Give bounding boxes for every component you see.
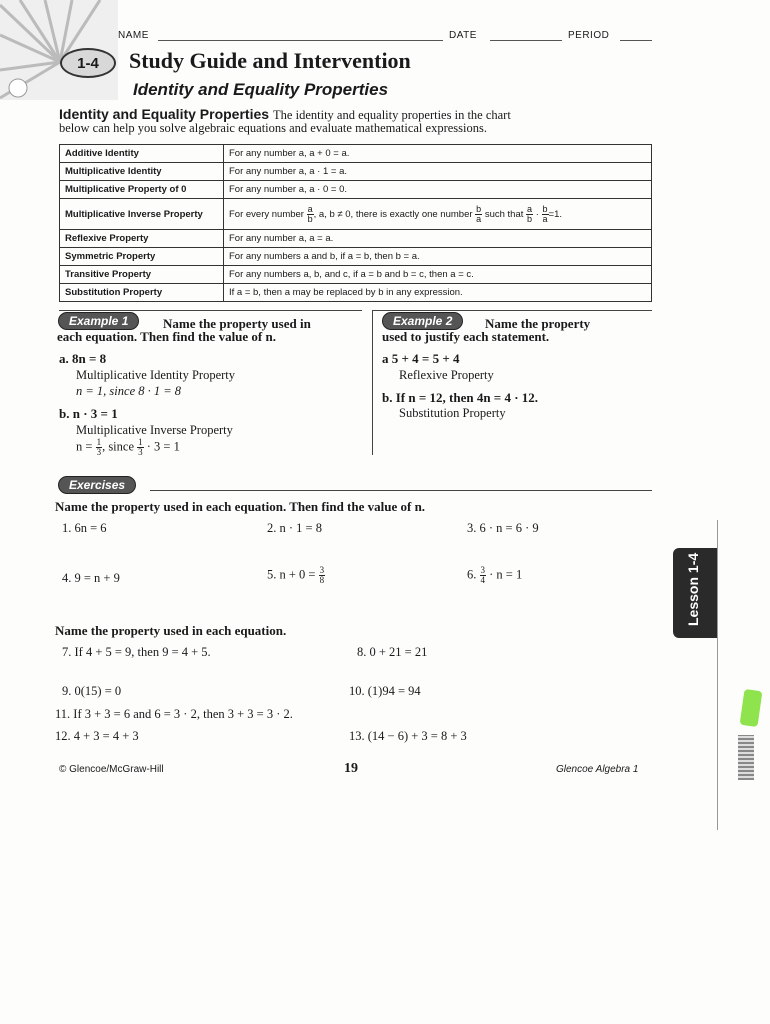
- lesson-badge: 1-4: [60, 48, 116, 78]
- divider: [59, 310, 362, 311]
- fraction: $\frac{3}{4}$: [480, 565, 485, 585]
- exercises-label: Exercises: [58, 476, 136, 494]
- exercise-8: 8. 0 + 21 = 21: [357, 645, 428, 659]
- intro-heading: Identity and Equality Properties: [59, 106, 270, 122]
- property-definition: If a = b, then a may be replaced by b in any expression.: [224, 284, 652, 302]
- example-1b-equation: b. n · 3 = 1: [59, 406, 118, 421]
- example-2-label: Example 2: [382, 312, 463, 330]
- fraction: $\frac{1}{3}$: [138, 437, 143, 457]
- property-name: Multiplicative Identity: [60, 163, 224, 181]
- table-row: [60, 145, 652, 163]
- table-row: [60, 230, 652, 248]
- fraction: $\frac{1}{3}$: [96, 437, 102, 457]
- example-2-prompt: Name the property: [485, 316, 591, 331]
- example-1b-property: Multiplicative Inverse Property: [76, 423, 233, 437]
- property-definition: For any number a, a · 1 = a.: [224, 163, 652, 181]
- example-1-prompt: Name the property used in: [163, 316, 311, 331]
- date-label: DATE: [449, 30, 477, 41]
- property-name: Additive Identity: [60, 145, 224, 163]
- divider: [150, 490, 652, 491]
- lesson-side-tab: Lesson 1-4: [673, 548, 717, 638]
- properties-table: [59, 144, 652, 302]
- example-1b-solution: n = $\frac{1}{3}$ , since $\frac{1}{3}$ · 3 = 1: [76, 437, 180, 457]
- footer-book-title: Glencoe Algebra 1: [556, 764, 639, 775]
- property-name: Multiplicative Inverse Property: [60, 199, 224, 230]
- table-row: [60, 284, 652, 302]
- example-2a-property: Reflexive Property: [399, 368, 494, 382]
- property-name: Substitution Property: [60, 284, 224, 302]
- exercise-5: 5. n + 0 = $\frac{3}{8}$: [267, 565, 325, 585]
- property-definition: For any numbers a, b, and c, if a = b and b = c, then a = c.: [224, 266, 652, 284]
- property-name: Reflexive Property: [60, 230, 224, 248]
- exercises-instructions-2: Name the property used in each equation.: [55, 623, 287, 638]
- intro-text-2: below can help you solve algebraic equations and evaluate mathematical expressions.: [59, 121, 487, 135]
- exercise-11: 11. If 3 + 3 = 6 and 6 = 3 · 2, then 3 + 3 = 3 · 2.: [55, 707, 293, 721]
- exercise-2: 2. n · 1 = 8: [267, 521, 322, 535]
- page-title: Study Guide and Intervention: [129, 48, 411, 73]
- fraction: $\frac{a}{b}$: [527, 203, 533, 224]
- fraction: $\frac{b}{a}$: [476, 203, 482, 224]
- exercise-9: 9. 0(15) = 0: [62, 684, 122, 698]
- property-definition: For any number a, a · 0 = 0.: [224, 181, 652, 199]
- example-2b-property: Substitution Property: [399, 406, 506, 420]
- fraction: $\frac{a}{b}$: [307, 203, 313, 224]
- example-1a-solution: n = 1, since 8 · 1 = 8: [76, 384, 182, 398]
- divider: [717, 520, 718, 830]
- divider: [372, 310, 373, 455]
- divider: [372, 310, 652, 311]
- exercise-13: 13. (14 − 6) + 3 = 8 + 3: [349, 729, 467, 743]
- fraction: $\frac{b}{a}$: [542, 203, 548, 224]
- period-field[interactable]: [620, 40, 652, 41]
- page-subtitle: Identity and Equality Properties: [133, 80, 389, 99]
- table-row: [60, 266, 652, 284]
- property-name: Symmetric Property: [60, 248, 224, 266]
- name-field[interactable]: [158, 40, 443, 41]
- property-definition: For any numbers a and b, if a = b, then b = a.: [224, 248, 652, 266]
- exercise-12: 12. 4 + 3 = 4 + 3: [55, 729, 139, 743]
- table-row: [60, 163, 652, 181]
- example-1a-property: Multiplicative Identity Property: [76, 368, 235, 382]
- binding-mark: [738, 735, 754, 780]
- example-2b-equation: b. If n = 12, then 4n = 4 · 12.: [382, 390, 539, 405]
- exercise-7: 7. If 4 + 5 = 9, then 9 = 4 + 5.: [62, 645, 211, 659]
- table-row: [60, 248, 652, 266]
- property-name: Transitive Property: [60, 266, 224, 284]
- period-label: PERIOD: [568, 30, 610, 41]
- table-row: [60, 199, 652, 230]
- table-row: [60, 181, 652, 199]
- exercise-3: 3. 6 · n = 6 · 9: [467, 521, 539, 535]
- exercise-10: 10. (1)94 = 94: [349, 684, 421, 698]
- fraction: $\frac{3}{8}$: [319, 565, 325, 585]
- example-1-label: Example 1: [58, 312, 139, 330]
- example-1-prompt-2: each equation. Then find the value of n.: [57, 329, 276, 344]
- example-2a-equation: a 5 + 4 = 5 + 4: [382, 351, 460, 366]
- example-1a-equation: a. 8n = 8: [59, 351, 107, 366]
- property-definition: For any number a, a = a.: [224, 230, 652, 248]
- footer-copyright: © Glencoe/McGraw-Hill: [59, 764, 164, 775]
- property-name: Multiplicative Property of 0: [60, 181, 224, 199]
- example-2-prompt-2: used to justify each statement.: [382, 329, 550, 344]
- exercises-instructions: Name the property used in each equation. Then find the value of n.: [55, 499, 426, 514]
- date-field[interactable]: [490, 40, 562, 41]
- page-number: 19: [344, 761, 358, 776]
- name-label: NAME: [118, 30, 149, 41]
- intro-text: The identity and equality properties in the chart: [273, 108, 511, 122]
- property-definition: For every number $\frac{a}{b}$ , a, b ≠ 0, there is exactly one number $\frac{b}{a}$ such that $\frac{a}{b}$ · $\frac{b}{a}$ =1.: [224, 199, 652, 230]
- exercise-4: 4. 9 = n + 9: [62, 571, 120, 585]
- highlighter-mark: [740, 689, 763, 727]
- exercise-1: 1. 6n = 6: [62, 521, 107, 535]
- exercise-6: 6. $\frac{3}{4}$ · n = 1: [467, 565, 523, 585]
- property-definition: For any number a, a + 0 = a.: [224, 145, 652, 163]
